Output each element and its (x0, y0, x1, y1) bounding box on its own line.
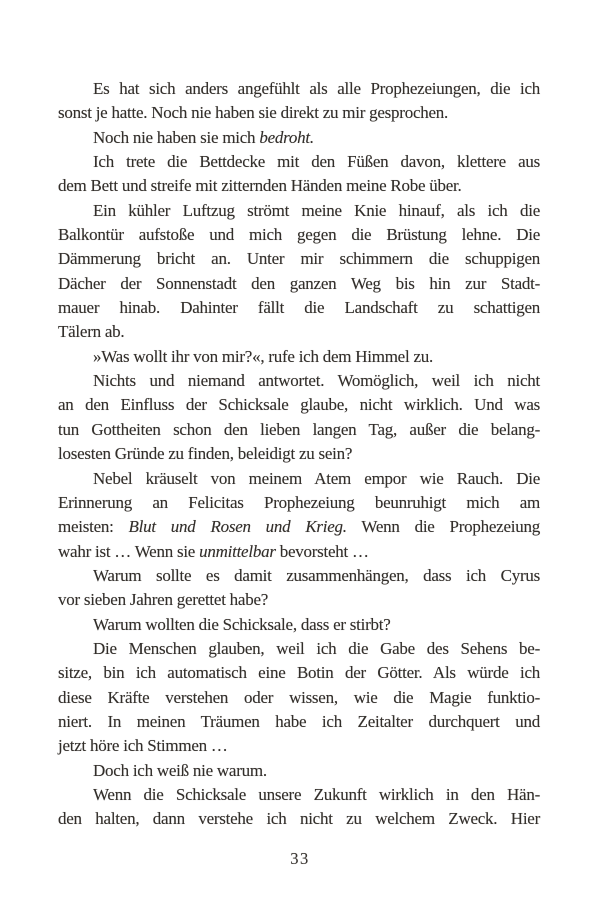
text-line (58, 807, 540, 831)
body-text: »Was wollt ihr von mir?«, rufe ich dem Himmel zu. (93, 346, 433, 366)
text-line (58, 150, 540, 174)
text-line (58, 613, 540, 637)
body-text: Dächer der Sonnenstadt den ganzen Weg bis hin zur Stadt- (58, 273, 540, 293)
text-line (58, 223, 540, 247)
text-line (58, 564, 540, 588)
text-line (58, 369, 540, 393)
body-text: Doch ich weiß nie warum. (93, 760, 267, 780)
text-line (58, 296, 540, 320)
text-line (58, 101, 540, 125)
body-text: Nichts und niemand antwortet. Womöglich, weil ich nicht (93, 371, 540, 391)
text-line (58, 442, 540, 466)
text-line (58, 77, 540, 101)
italic-text: unmittelbar (199, 541, 276, 561)
text-line (58, 734, 540, 758)
text-line (58, 393, 540, 417)
body-text: losesten Gründe zu finden, beleidigt zu sein? (58, 444, 353, 464)
paragraph (58, 150, 540, 199)
paragraph (58, 126, 540, 150)
text-line (58, 467, 540, 491)
text-line (58, 174, 540, 198)
text-line (58, 783, 540, 807)
paragraph (58, 637, 540, 759)
body-text: dem Bett und streife mit zitternden Händen meine Robe über. (58, 176, 462, 196)
body-text: sitze, bin ich automatisch eine Botin der Götter. Als würde ich (58, 663, 540, 683)
body-text: meisten: (58, 517, 129, 537)
body-text: Erinnerung an Felicitas Prophezeiung beunruhigt mich am (58, 492, 540, 512)
body-text: jetzt höre ich Stimmen … (58, 736, 228, 756)
paragraph (58, 345, 540, 369)
body-text: Wenn die Schicksale unsere Zukunft wirklich in den Hän- (93, 784, 540, 804)
text-line (58, 759, 540, 783)
body-text: tun Gottheiten schon den lieben langen Tag, außer die belang- (58, 419, 540, 439)
text-line (58, 345, 540, 369)
body-text: Es hat sich anders angefühlt als alle Prophezeiungen, die ich (93, 79, 540, 98)
page-text-block (58, 77, 540, 832)
body-text: Warum wollten die Schicksale, dass er stirbt? (93, 614, 391, 634)
italic-text: bedroht. (259, 127, 314, 147)
text-line (58, 540, 540, 564)
body-text: Die Menschen glauben, weil ich die Gabe des Sehens be- (93, 638, 540, 658)
paragraph (58, 759, 540, 783)
body-text: mauer hinab. Dahinter fällt die Landschaft zu schattigen (58, 298, 540, 318)
text-line (58, 588, 540, 612)
body-text: an den Einfluss der Schicksale glaube, nicht wirklich. Und was (58, 395, 540, 415)
text-line (58, 710, 540, 734)
text-line (58, 661, 540, 685)
body-text: Noch nie haben sie mich (93, 127, 260, 147)
text-line (58, 637, 540, 661)
body-text: Tälern ab. (58, 322, 125, 342)
text-line (58, 686, 540, 710)
paragraph (58, 77, 540, 126)
paragraph (58, 199, 540, 345)
text-line (58, 272, 540, 296)
body-text: Nebel kräuselt von meinem Atem empor wie Rauch. Die (93, 468, 540, 488)
body-text: Dämmerung bricht an. Unter mir schimmern die schuppigen (58, 249, 540, 269)
body-text: den halten, dann verstehe ich nicht zu welchem Zweck. Hier (58, 809, 540, 829)
paragraph (58, 467, 540, 564)
text-line (58, 126, 540, 150)
text-line (58, 515, 540, 539)
text-line (58, 247, 540, 271)
body-text: Warum sollte es damit zusammenhängen, dass ich Cyrus (93, 565, 540, 585)
body-text: diese Kräfte verstehen oder wissen, wie die Magie funktio- (58, 687, 540, 707)
text-line (58, 491, 540, 515)
body-text: Wenn die Prophezeiung (346, 517, 540, 537)
body-text: bevorsteht … (275, 541, 369, 561)
italic-text: Blut und Rosen und Krieg. (128, 517, 347, 537)
body-text: Ein kühler Luftzug strömt meine Knie hinauf, als ich die (93, 200, 540, 220)
body-text: Ich trete die Bettdecke mit den Füßen davon, klettere aus (93, 152, 540, 172)
page-number: 33 (290, 849, 310, 868)
text-line (58, 199, 540, 223)
body-text: sonst je hatte. Noch nie haben sie direkt zu mir gesprochen. (58, 103, 449, 123)
text-line (58, 418, 540, 442)
paragraph (58, 564, 540, 613)
body-text: wahr ist … Wenn sie (58, 541, 200, 561)
paragraph (58, 369, 540, 466)
text-line (58, 320, 540, 344)
body-text: Balkontür aufstoße und mich gegen die Brüstung lehne. Die (58, 225, 540, 245)
paragraph (58, 783, 540, 832)
paragraph (58, 613, 540, 637)
body-text: niert. In meinen Träumen habe ich Zeitalter durchquert und (58, 711, 540, 731)
body-text: vor sieben Jahren gerettet habe? (58, 590, 269, 610)
